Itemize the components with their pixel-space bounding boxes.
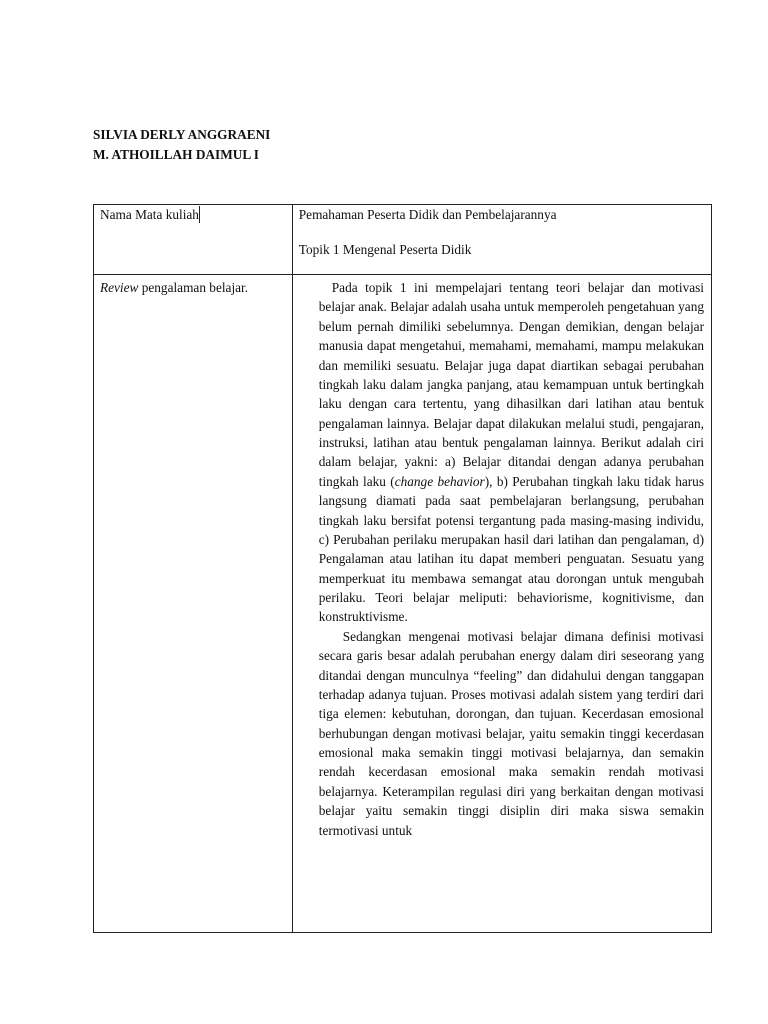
course-info-cell [292,205,711,275]
author-name-1: SILVIA DERLY ANGGRAENI [93,127,271,142]
review-table [93,204,712,933]
course-label-cell [94,205,293,275]
author-name-2: M. ATHOILLAH DAIMUL I [93,146,259,162]
review-label-rest: pengalaman belajar. [138,280,249,295]
review-label-cell [94,275,293,933]
table-row-course [94,205,712,275]
review-label-italic: Review [100,280,139,295]
paragraph-motivation: Sedangkan mengenai motivasi belajar dimana definisi motivasi secara garis besar adalah perubahan energy dalam diri seseorang yang ditandai dengan munculnya “feeling” dan didahului dengan tanggapan terhadap adanya tujuan. Proses motivasi adalah sistem yang terdiri dari tiga elemen: kebutuhan, dorongan, dan tujuan. Kecerdasan emosional berhubungan dengan motivasi belajar, yaitu semakin tinggi kecerdasan emosional maka semakin tinggi motivasi belajarnya, dan semakin rendah kecerdasan emosional maka semakin rendah motivasi belajarnya. Keterampilan regulasi diri yang berkaitan dengan motivasi belajar yaitu semakin tinggi disiplin diri maka siswa semakin termotivasi untuk [318,628,704,838]
author-names [93,125,270,164]
review-label [94,275,292,298]
paragraph-1-part-1: Pada topik 1 ini mempelajari tentang teori belajar dan motivasi belajar anak. Belajar adalah usaha untuk memperoleh pengetahuan yang belum pernah dimiliki sebelumnya. Dengan demikian, dengan belajar manusia dapat mengetahui, memahami, memahami, mampu melakukan dan memiliki sesuatu. Belajar juga dapat diartikan sebagai perubahan tingkah laku dalam jangka panjang, atau kemampuan untuk bertingkah laku dengan cara tertentu, yang dihasilkan dari latihan atau bentuk pengalaman lainnya. Belajar dapat dilakukan melalui studi, pengajaran, instruksi, latihan atau bentuk pengalaman lainnya. Berikut adalah ciri dalam belajar, yakni: a) Belajar ditandai dengan adanya perubahan tingkah laku ( [318,280,704,489]
paragraph-1-part-2: ), b) Perubahan tingkah laku tidak harus langsung diamati pada saat pembelajaran berlangsung, perubahan tingkah laku bersifat potensi tergantung pada masing-masing individu, c) Perubahan perilaku merupakan hasil dari latihan dan pengalaman, d) Pengalaman atau latihan itu dapat memberi penguatan. Sesuatu yang memperkuat itu membawa semangat atau dorongan untuk mengubah perilaku. Teori belajar meliputi: behaviorisme, kognitivisme, dan konstruktivisme. [318,473,705,625]
paragraph-1-italic-term: change behavior [394,473,485,489]
paragraph-learning-theory [319,278,704,627]
review-body-text [293,275,711,932]
review-text-cell [292,275,711,933]
course-label: Nama Mata kuliah [100,207,199,222]
course-title: Pemahaman Peserta Didik dan Pembelajarannya [298,207,557,222]
table-row-review [94,275,712,933]
course-topic: Topik 1 Mengenal Peserta Didik [298,242,472,257]
